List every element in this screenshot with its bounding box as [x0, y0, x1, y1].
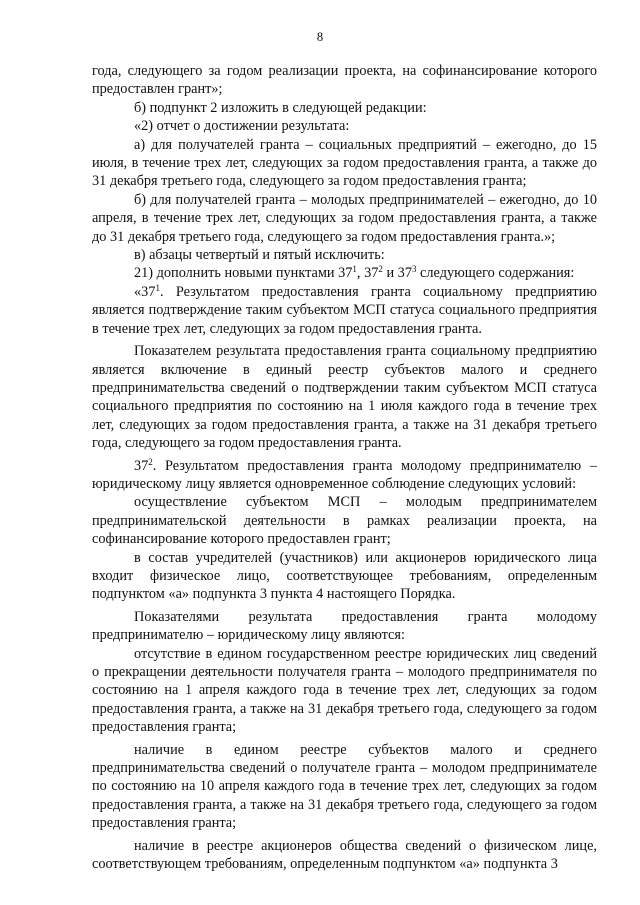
paragraph-item-21: 21) дополнить новыми пунктами $37^1$, $37^2$ и $37^3$ следующего содержания:	[134, 264, 575, 282]
paragraph-clause-37-2: $37^2$. Результатом предоставления гранта молодому предпринимателю – юридическому лицу является одновременное соблюдение следующих условий:	[92, 456, 597, 492]
paragraph-subitem-b: б) подпункт 2 изложить в следующей редакции:	[134, 99, 427, 116]
paragraph-social-indicator: Показателем результата предоставления гранта социальному предприятию является включение в единый реестр субъектов малого и среднего предпринимательства сведений о подтверждении таким субъектом МСП статуса социального предприятия по состоянию на 1 июля каждого года в течение трех лет, следующих за годом предоставления гранта, а также на 31 декабря третьего года, следующего за годом предоставления гранта.	[92, 343, 597, 452]
paragraph-indicator-shareholders: наличие в реестре акционеров общества сведений о физическом лице, соответствующем требованиям, определенным подпунктом «а» подпункта 3	[92, 837, 597, 873]
page-number: 8	[316, 30, 324, 44]
paragraph-condition-founders: в состав учредителей (участников) или акционеров юридического лица входит физическое лицо, соответствующее требованиям, определенным подпунктом «а» подпункта 3 пункта 4 настоящего Порядка.	[92, 549, 597, 603]
paragraph-continuation: года, следующего за годом реализации проекта, на софинансирование которого предоставлен грант»;	[92, 63, 597, 98]
paragraph-indicator-registry: наличие в едином реестре субъектов малого и среднего предпринимательства сведений о получателе гранта – молодом предпринимателе по состоянию на 10 апреля каждого года в течение трех лет, следующих за годом предоставления гранта, а также на 31 декабря третьего года, следующего за годом предоставления гранта;	[92, 741, 597, 832]
document-body	[92, 62, 597, 873]
paragraph-item-v: в) абзацы четвертый и пятый исключить:	[134, 247, 385, 264]
paragraph-item-b: б) для получателей гранта – молодых предпринимателей – ежегодно, до 10 апреля, в течение трех лет, следующих за годом предоставления гранта, а также до 31 декабря третьего года, следующего за годом предоставления гранта.»;	[92, 191, 597, 245]
paragraph-condition-activity: осуществление субъектом МСП – молодым предпринимателем предпринимательской деятельности в рамках реализации проекта, на софинансирование которого предоставлен грант;	[92, 494, 597, 548]
paragraph-clause-37-1: «$37^1$. Результатом предоставления гранта социальному предприятию является подтверждение таким субъектом МСП статуса социального предприятия в течение трех лет, следующих за годом предоставления гранта.	[92, 282, 597, 337]
paragraph-indicator-egrul: отсутствие в едином государственном реестре юридических лиц сведений о прекращении деятельности получателя гранта – молодого предпринимателя по состоянию на 1 апреля каждого года в течение трех лет, следующих за годом предоставления гранта, а также на 31 декабря третьего года, следующего за годом предоставления гранта;	[92, 645, 597, 736]
paragraph-item-a: а) для получателей гранта – социальных предприятий – ежегодно, до 15 июля, в течение трех лет, следующих за годом предоставления гранта, а также до 31 декабря третьего года, следующего за годом предоставления гранта;	[92, 136, 597, 190]
paragraph-young-indicators: Показателями результата предоставления гранта молодому предпринимателю – юридическому лицу являются:	[92, 608, 597, 644]
paragraph-report-heading: «2) отчет о достижении результата:	[134, 118, 350, 135]
